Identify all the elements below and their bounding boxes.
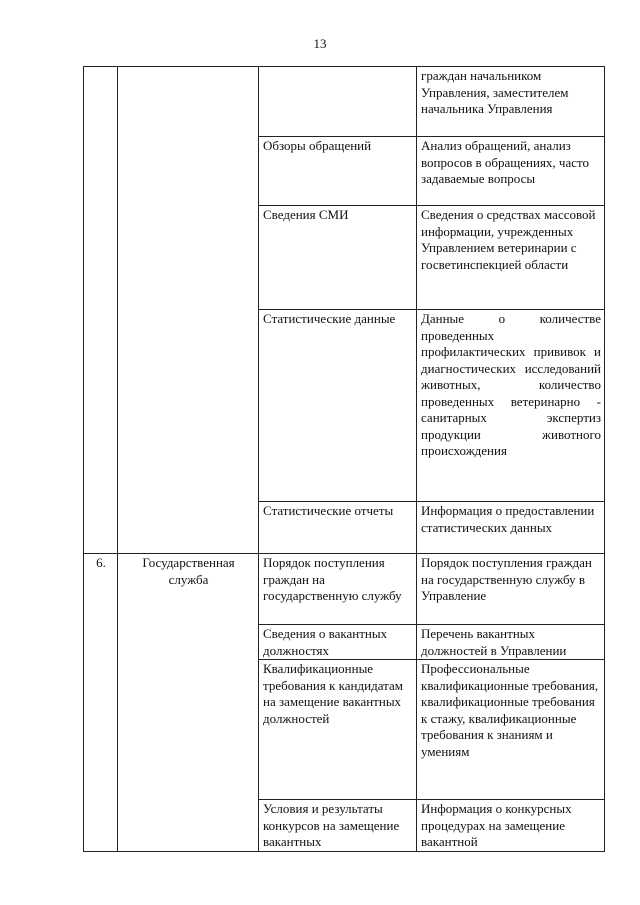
content-cell: Информация о предоставлении статистических данных: [417, 502, 605, 554]
info-type-cell: Статистические отчеты: [259, 502, 417, 554]
content-cell: Информация о конкурсных процедурах на замещение вакантной: [417, 800, 605, 852]
info-type-cell: Квалификационные требования к кандидатам на замещение вакантных должностей: [259, 660, 417, 800]
content-cell: Перечень вакантных должностей в Управлении: [417, 625, 605, 660]
content-cell: Порядок поступления граждан на государственную службу в Управление: [417, 554, 605, 625]
content-cell: Сведения о средствах массовой информации, учрежденных Управлением ветеринарии с госветинспекцией области: [417, 206, 605, 310]
section-title-cell: [118, 67, 259, 554]
info-type-cell: Сведения СМИ: [259, 206, 417, 310]
page-number: 13: [313, 36, 327, 51]
table-row: [84, 554, 605, 625]
content-cell: Профессиональные квалификационные требования, квалификационные требования к стажу, квалификационные требования к знаниям и умениям: [417, 660, 605, 800]
content-cell: Данные о количестве проведенных профилактических прививок и диагностических исследований животных, количество проведенных ветеринарно - санитарных экспертиз продукции животного происхождения: [417, 310, 605, 502]
info-type-cell: Сведения о вакантных должностях: [259, 625, 417, 660]
table-row: [84, 67, 605, 137]
section-number-cell: [84, 67, 118, 554]
section-title-cell: Государственная служба: [118, 554, 259, 852]
information-table: [83, 66, 605, 852]
section-number-cell: 6.: [84, 554, 118, 852]
content-cell: граждан начальником Управления, заместителем начальника Управления: [417, 67, 605, 137]
info-type-cell: Статистические данные: [259, 310, 417, 502]
info-type-cell: [259, 67, 417, 137]
content-cell: Анализ обращений, анализ вопросов в обращениях, часто задаваемые вопросы: [417, 137, 605, 206]
info-type-cell: Порядок поступления граждан на государственную службу: [259, 554, 417, 625]
info-type-cell: Обзоры обращений: [259, 137, 417, 206]
info-type-cell: Условия и результаты конкурсов на замещение вакантных: [259, 800, 417, 852]
